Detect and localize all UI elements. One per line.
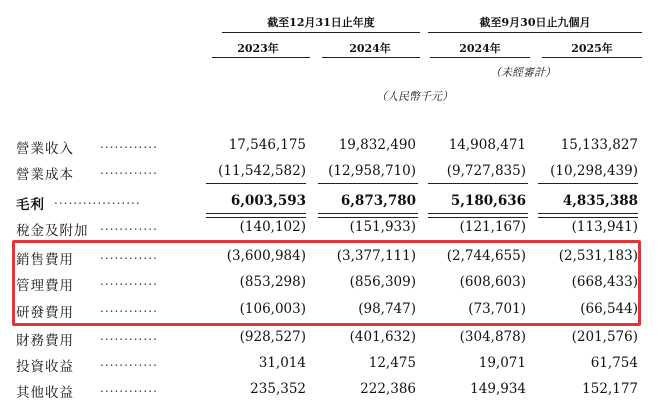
table-row: [0, 355, 663, 377]
row-value: (608,603): [459, 274, 526, 290]
row-value: (113,941): [571, 219, 638, 235]
row-value: 5,180,636: [450, 193, 526, 209]
table-row: [0, 219, 663, 241]
row-label: 財務費用: [16, 333, 74, 349]
row-value: (3,600,984): [226, 248, 306, 264]
table-row: [0, 137, 663, 159]
row-value: 17,546,175: [228, 137, 306, 153]
table-row: [0, 329, 663, 351]
leader-dots: ..................: [54, 193, 141, 207]
row-label: 營業收入: [16, 141, 74, 157]
row-value: (11,542,582): [218, 163, 306, 179]
row-label: 投資收益: [16, 359, 74, 375]
row-value: 222,386: [360, 381, 416, 397]
row-label: 稅金及附加: [16, 223, 89, 239]
unit-note: （人民幣千元）: [376, 90, 453, 103]
year-rule-4: [542, 57, 642, 58]
row-value: (106,003): [239, 301, 306, 317]
row-value: 6,003,593: [230, 193, 306, 209]
row-value: (9,727,835): [446, 163, 526, 179]
row-value: 149,934: [470, 381, 526, 397]
year-2025-ytd: 2025年: [571, 42, 613, 55]
row-value: 15,133,827: [560, 137, 638, 153]
leader-dots: ............: [100, 301, 158, 315]
unaudited-note: （未經審計）: [490, 66, 556, 79]
row-label: 營業成本: [16, 167, 74, 183]
subtotal-rule: [428, 183, 528, 184]
highlight-box: [12, 240, 641, 326]
row-value: (2,744,655): [446, 248, 526, 264]
row-value: 12,475: [368, 355, 416, 371]
year-rule-2: [322, 57, 420, 58]
row-value: (10,298,439): [550, 163, 638, 179]
leader-dots: ............: [100, 355, 158, 369]
header-group-nine-months: 截至9月30日止九個月: [479, 16, 591, 29]
total-double-rule: [206, 213, 306, 218]
row-value: 14,908,471: [448, 137, 526, 153]
year-2024-annual: 2024年: [349, 42, 391, 55]
row-label: 銷售費用: [16, 252, 74, 268]
row-value: 6,873,780: [340, 193, 416, 209]
leader-dots: ............: [100, 248, 158, 262]
row-value: (928,527): [239, 329, 306, 345]
row-value: (12,958,710): [328, 163, 416, 179]
row-value: 19,071: [478, 355, 526, 371]
row-label: 毛利: [16, 197, 45, 213]
row-value: (98,747): [358, 301, 416, 317]
row-value: 61,754: [590, 355, 638, 371]
subtotal-rule: [206, 183, 306, 184]
row-value: (121,167): [459, 219, 526, 235]
subtotal-rule: [318, 183, 418, 184]
header-rule-nine-months: [428, 32, 642, 33]
total-double-rule: [538, 213, 638, 218]
row-label: 管理費用: [16, 278, 74, 294]
row-value: 235,352: [250, 381, 306, 397]
row-value: (201,576): [571, 329, 638, 345]
row-value: 19,832,490: [338, 137, 416, 153]
year-2023: 2023年: [237, 42, 279, 55]
row-value: 4,835,388: [562, 193, 638, 209]
row-value: (401,632): [349, 329, 416, 345]
year-2024-ytd: 2024年: [459, 42, 501, 55]
row-value: 31,014: [258, 355, 306, 371]
row-value: (3,377,111): [336, 248, 416, 264]
table-row: [0, 193, 663, 215]
year-rule-3: [430, 57, 530, 58]
leader-dots: ............: [100, 274, 158, 288]
row-value: (73,701): [468, 301, 526, 317]
header-rule-annual: [222, 32, 420, 33]
leader-dots: ............: [100, 163, 158, 177]
row-value: (304,878): [459, 329, 526, 345]
table-row: [0, 381, 663, 403]
leader-dots: ............: [100, 219, 158, 233]
table-row: [0, 163, 663, 185]
row-value: (151,933): [349, 219, 416, 235]
total-double-rule: [428, 213, 528, 218]
leader-dots: ............: [100, 329, 158, 343]
leader-dots: ............: [100, 137, 158, 151]
row-label: 研發費用: [16, 305, 74, 321]
row-value: (668,433): [571, 274, 638, 290]
row-label: 其他收益: [16, 385, 74, 401]
header-group-annual: 截至12月31日止年度: [267, 16, 375, 29]
year-rule-1: [212, 57, 310, 58]
row-value: (140,102): [239, 219, 306, 235]
row-value: (2,531,183): [558, 248, 638, 264]
row-value: (856,309): [349, 274, 416, 290]
leader-dots: ............: [100, 381, 158, 395]
total-double-rule: [318, 213, 418, 218]
row-value: (66,544): [580, 301, 638, 317]
row-value: (853,298): [239, 274, 306, 290]
subtotal-rule: [538, 183, 638, 184]
row-value: 152,177: [582, 381, 638, 397]
